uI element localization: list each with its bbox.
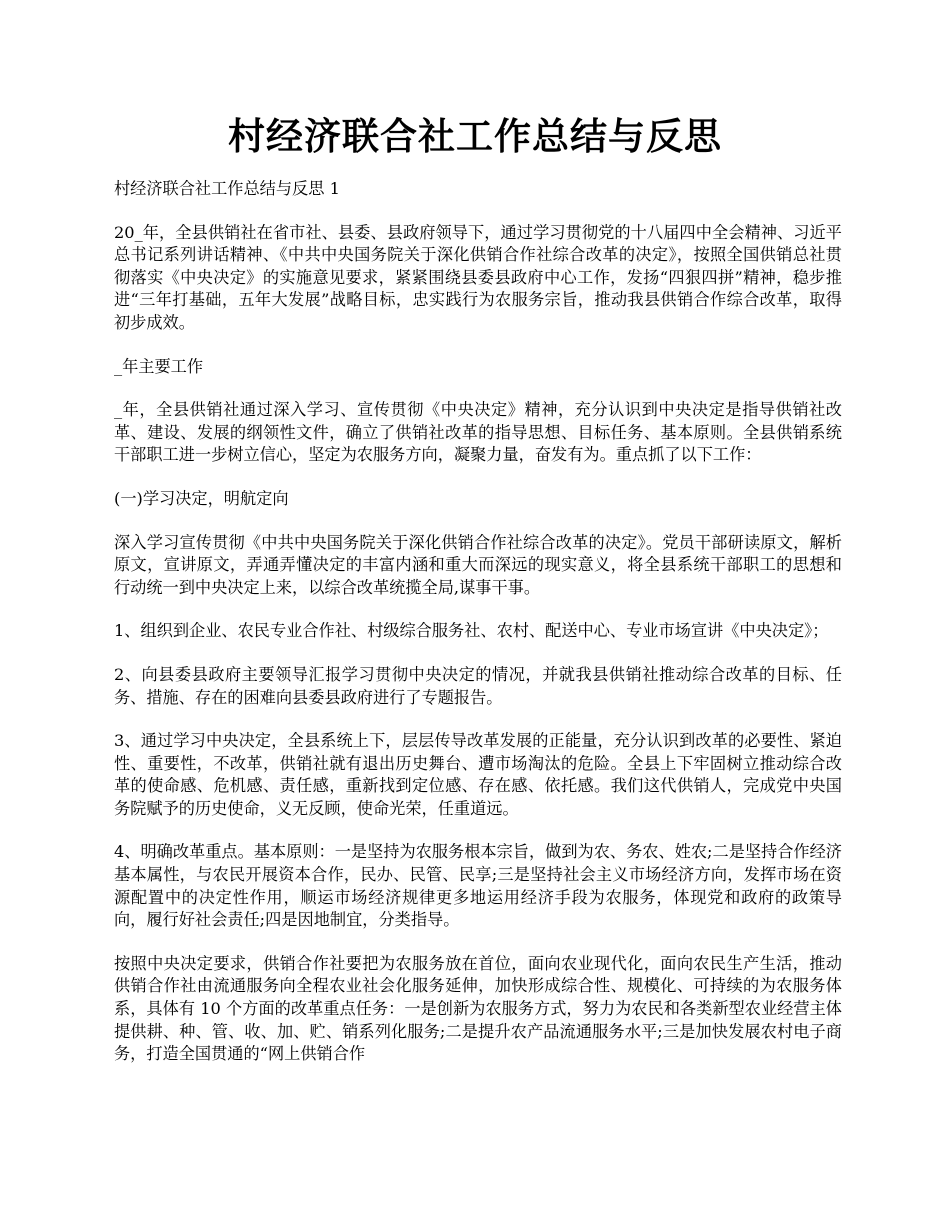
document-body	[114, 178, 842, 1087]
paragraph-reform-tasks: 按照中央决定要求，供销合作社要把为农服务放在首位，面向农业现代化，面向农民生产生活，推动供销合作社由流通服务向全程农业社会化服务延伸，加快形成综合性、规模化、可持续的为农服务体系，具体有 10 个方面的改革重点任务：一是创新为农服务方式，努力为农民和各类新型农业经营主体提供耕、种、管、收、加、贮、销系列化服务;二是提升农产品流通服务水平;三是加快发展农村电子商务，打造全国贯通的“网上供销合作	[114, 953, 842, 1064]
paragraph-subtitle: 村经济联合社工作总结与反思 1	[114, 179, 340, 198]
section-heading-main-work: _年主要工作	[114, 356, 204, 376]
list-item-3: 3、通过学习中央决定，全县系统上下，层层传导改革发展的正能量，充分认识到改革的必要性、紧迫性、重要性，不改革，供销社就有退出历史舞台、遭市场淘汰的危险。全县上下牢固树立推动综合改革的使命感、危机感、责任感，重新找到定位感、存在感、依托感。我们这代供销人，完成党中央国务院赋予的历史使命，义无反顾，使命光荣，任重道远。	[114, 731, 842, 818]
document-title: 村经济联合社工作总结与反思	[228, 114, 722, 158]
paragraph-intro: 20_年，全县供销社在省市社、县委、县政府领导下，通过学习贯彻党的十八届四中全会精神、习近平总书记系列讲话精神、《中共中央国务院关于深化供销合作社综合改革的决定》，按照全国供销总社贯彻落实《中央决定》的实施意见要求，紧紧围绕县委县政府中心工作，发扬“四狠四拼”精神，稳步推进“三年打基础，五年大发展”战略目标，忠实践行为农服务宗旨，推动我县供销合作综合改革，取得初步成效。	[114, 222, 842, 332]
section-heading-study: (一)学习决定，明航定向	[114, 488, 289, 508]
list-item-1: 1、组织到企业、农民专业合作社、村级综合服务社、农村、配送中心、专业市场宣讲《中央决定》；	[114, 621, 829, 641]
list-item-4: 4、明确改革重点。基本原则：一是坚持为农服务根本宗旨，做到为农、务农、姓农;二是坚持合作经济基本属性，与农民开展资本合作，民办、民管、民享;三是坚持社会主义市场经济方向，发挥市场在资源配置中的决定性作用，顺运市场经济规律更多地运用经济手段为农服务，体现党和政府的政策导向，履行好社会责任;四是因地制宜，分类指导。	[114, 842, 842, 930]
paragraph-study: 深入学习宣传贯彻《中共中央国务院关于深化供销合作社综合改革的决定》。党员干部研读原文，解析原文，宣讲原文，弄通弄懂决定的丰富内涵和重大而深远的现实意义，将全县系统干部职工的思想和行动统一到中央决定上来，以综合改革统揽全局,谋事干事。	[114, 532, 842, 597]
list-item-2: 2、向县委县政府主要领导汇报学习贯彻中央决定的情况，并就我县供销社推动综合改革的目标、任务、措施、存在的困难向县委县政府进行了专题报告。	[114, 664, 842, 707]
paragraph-main-work: _年，全县供销社通过深入学习、宣传贯彻《中央决定》精神，充分认识到中央决定是指导供销社改革、建设、发展的纲领性文件，确立了供销社改革的指导思想、目标任务、基本原则。全县供销系统干部职工进一步树立信心，坚定为农服务方向，凝聚力量，奋发有为。重点抓了以下工作：	[114, 400, 842, 465]
